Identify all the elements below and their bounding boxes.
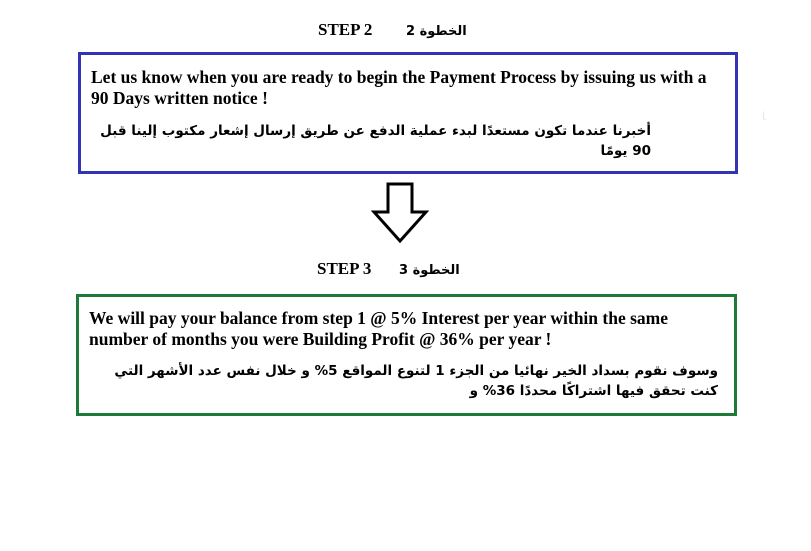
step3-text-en: We will pay your balance from step 1 @ 5% Interest per year within the same number of months you were Building Profit @ 36% per year ! — [89, 308, 669, 349]
step3-heading-ar: الخطوة 3 — [399, 263, 460, 278]
step3-heading — [317, 259, 460, 279]
step2-text-ar: أخبرنا عندما تكون مستعدًا لبدء عملية الدفع عن طريق إرسال إشعار مكتوب إلينا قبل 90 يومًا — [100, 123, 651, 159]
step3-box — [76, 294, 737, 416]
step3-heading-en: STEP 3 — [317, 259, 372, 278]
faint-mark: ﺎ — [762, 110, 766, 123]
step2-heading-en: STEP 2 — [318, 20, 373, 39]
step2-box — [78, 52, 738, 174]
step3-text-ar: وسوف نقوم بسداد الخير نهائيا من الجزء 1 لتنوع المواقع 5% و خلال نفس عدد الأشهر التي كنت تحقق فيها اشتراكًا محددًا 36% و — [114, 363, 718, 399]
step2-heading — [318, 20, 467, 40]
step2-heading-ar: الخطوة 2 — [406, 24, 467, 39]
down-arrow-icon — [371, 182, 429, 244]
step2-text-en: Let us know when you are ready to begin the Payment Process by issuing us with a 90 Days written notice ! — [91, 67, 707, 108]
